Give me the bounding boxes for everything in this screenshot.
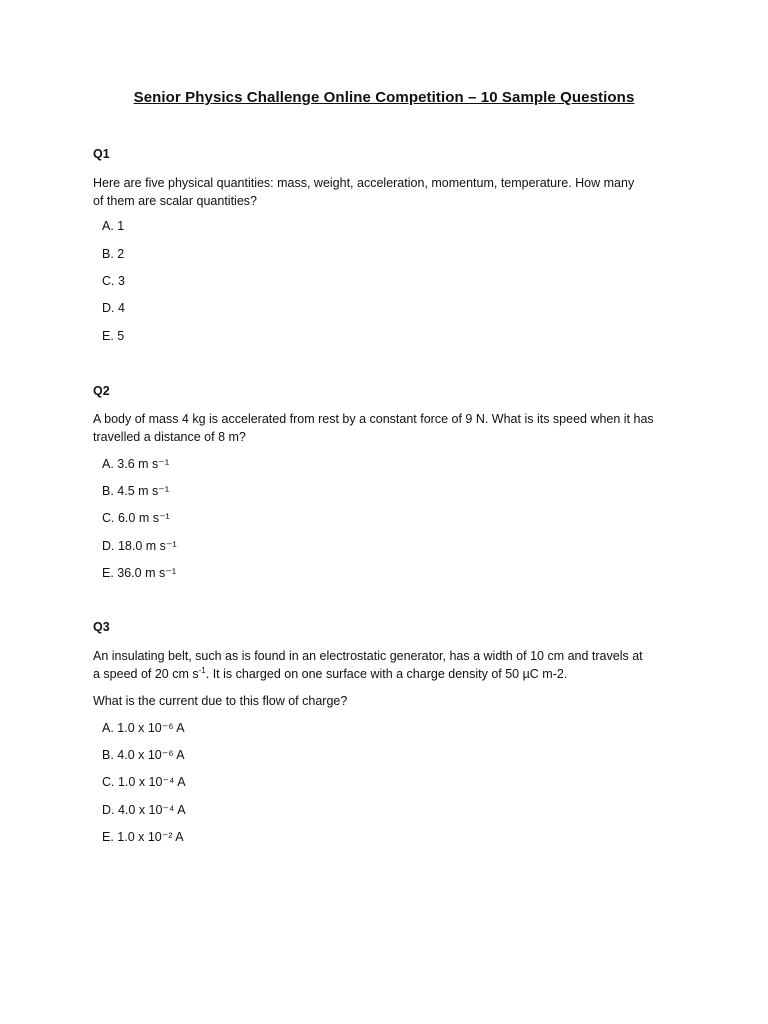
- question-2-line-2: travelled a distance of 8 m?: [93, 430, 246, 444]
- question-1-line-1: Here are five physical quantities: mass, weight, acceleration, momentum, temperature. How many: [93, 176, 635, 190]
- question-1-option-b: B. 2: [102, 247, 125, 261]
- question-3-line-2-exponent: -1: [198, 666, 206, 675]
- question-3-line-2-end: . It is charged on one surface with a charge density of 50 µC m-2.: [205, 667, 568, 681]
- question-3-option-a: A. 1.0 x 10⁻⁶ A: [102, 721, 185, 735]
- question-2-text: [93, 410, 683, 446]
- question-3-option-b: B. 4.0 x 10⁻⁶ A: [102, 748, 185, 762]
- question-2-option-b: B. 4.5 m s⁻¹: [102, 484, 170, 498]
- question-3-option-c: C. 1.0 x 10⁻⁴ A: [102, 775, 186, 789]
- question-3-line-1: An insulating belt, such as is found in an electrostatic generator, has a width of 10 cm and travels at: [93, 649, 643, 663]
- question-2-option-e: E. 36.0 m s⁻¹: [102, 566, 176, 580]
- question-1-option-c: C. 3: [102, 274, 125, 288]
- question-1-line-2: of them are scalar quantities?: [93, 194, 257, 208]
- question-3-label: Q3: [93, 620, 110, 634]
- question-2-line-1: A body of mass 4 kg is accelerated from rest by a constant force of 9 N. What is its speed when it has: [93, 412, 654, 426]
- question-2-label: Q2: [93, 384, 110, 398]
- question-3-prompt: What is the current due to this flow of charge?: [93, 694, 348, 708]
- question-1-label: Q1: [93, 147, 110, 161]
- question-1-option-d: D. 4: [102, 301, 125, 315]
- question-3-option-e: E. 1.0 x 10⁻² A: [102, 830, 184, 844]
- question-1-option-e: E. 5: [102, 329, 125, 343]
- question-3-line-2: [93, 665, 683, 683]
- question-2-option-c: C. 6.0 m s⁻¹: [102, 511, 170, 525]
- question-3-option-d: D. 4.0 x 10⁻⁴ A: [102, 803, 186, 817]
- question-3-text: [93, 647, 683, 683]
- question-3-line-2-start: a speed of 20 cm s: [93, 667, 199, 681]
- question-1-option-a: A. 1: [102, 219, 125, 233]
- question-2-option-a: A. 3.6 m s⁻¹: [102, 457, 170, 471]
- question-2-option-d: D. 18.0 m s⁻¹: [102, 539, 177, 553]
- page-title: Senior Physics Challenge Online Competition – 10 Sample Questions: [133, 89, 635, 106]
- question-1-text: [93, 174, 683, 210]
